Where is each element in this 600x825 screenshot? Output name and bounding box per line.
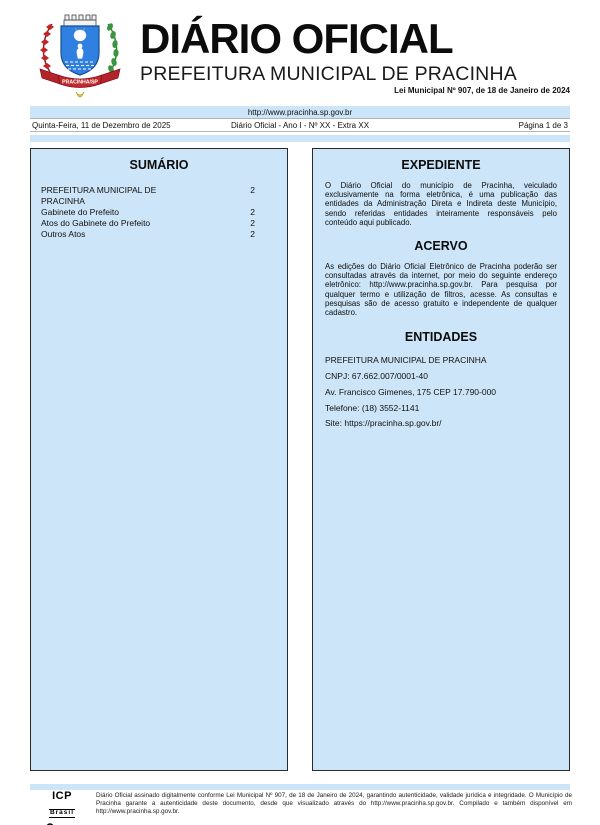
- page-title: DIÁRIO OFICIAL: [140, 15, 453, 62]
- law-reference: Lei Municipal Nº 907, de 18 de Janeiro de 2024: [394, 86, 570, 95]
- summary-item: [31, 229, 287, 240]
- summary-item-page: 2: [250, 218, 255, 228]
- masthead-info-row: [30, 119, 570, 132]
- summary-item-page: 2: [250, 185, 255, 195]
- summary-item: [31, 207, 287, 218]
- expediente-body: O Diário Oficial do município de Pracinha, veiculado exclusivamente na forma eletrônica, é uma publicação das entidades da Administração Direta e Indireta deste Município, sendo referidas entidades inteiramente responsáveis pelo conteúdo aqui publicado.: [325, 181, 557, 227]
- entity-name: PREFEITURA MUNICIPAL DE PRACINHA: [325, 355, 487, 366]
- entity-cnpj: CNPJ: 67.662.007/0001-40: [325, 370, 429, 381]
- municipal-coat-of-arms-icon: [28, 12, 132, 106]
- edition-number: Diário Oficial - Ano I - Nº XX - Extra XX: [230, 121, 370, 130]
- masthead-url: http://www.pracinha.sp.gov.br: [30, 106, 570, 119]
- page-subtitle: PREFEITURA MUNICIPAL DE PRACINHA: [140, 63, 517, 85]
- info-box: [312, 148, 570, 771]
- crest-banner-text: PRACINHA/SP: [62, 79, 98, 86]
- footer-divider-bar: [30, 784, 570, 790]
- summary-title: SUMÁRIO: [129, 158, 189, 172]
- summary-item-page: 2: [250, 207, 255, 217]
- summary-item-label: Outros Atos: [41, 229, 86, 239]
- entity-address: Av. Francisco Gimenes, 175 CEP 17.790-000: [325, 386, 497, 397]
- summary-item-label: Atos do Gabinete do Prefeito: [41, 218, 151, 228]
- entity-site: Site: https://pracinha.sp.gov.br/: [325, 418, 442, 429]
- entidades-list: [325, 356, 557, 429]
- expediente-title: EXPEDIENTE: [401, 158, 481, 172]
- summary-item-page: 2: [250, 229, 255, 239]
- summary-item: [31, 218, 287, 229]
- page-indicator: Página 1 de 3: [518, 121, 568, 130]
- icp-logo-subtext: Brasil: [49, 809, 75, 816]
- acervo-body: As edições do Diário Oficial Eletrônico de Pracinha poderão ser consultadas através da internet, por meio do seguinte endereço eletrônico: http://www.pracinha.sp.gov.br. Para pesquisa por qualquer termo e utilização de filtros, acesse. As consultas e pesquisas são de acesso gratuito e independente de qualquer cadastro.: [325, 261, 557, 317]
- summary-box: [30, 148, 288, 771]
- icp-logo-text: ICP: [52, 790, 72, 802]
- entity-phone: Telefone: (18) 3552-1141: [325, 402, 420, 413]
- summary-item-label: PREFEITURA MUNICIPAL DE PRACINHA: [41, 185, 157, 206]
- icp-brasil-logo: [36, 791, 88, 825]
- masthead-divider-bar: [30, 135, 570, 142]
- digital-signature-disclaimer: Diário Oficial assinado digitalmente conforme Lei Municipal Nº 907, de 18 de Janeiro de 2024, garantindo autenticidade, validade jurídica e integridade. O Município de Pracinha garante a autenticidade deste documento, desde que visualizado através do http://www.pracinha.sp.gov.br. Compilado e também disponível em http://www.pracinha.sp.gov.br.: [96, 792, 572, 816]
- edition-date: Quinta-Feira, 11 de Dezembro de 2025: [32, 121, 171, 130]
- summary-item: [31, 185, 287, 207]
- summary-item-label: Gabinete do Prefeito: [41, 207, 119, 217]
- summary-list: [31, 185, 287, 240]
- acervo-title: ACERVO: [414, 238, 468, 253]
- entidades-title: ENTIDADES: [404, 330, 478, 345]
